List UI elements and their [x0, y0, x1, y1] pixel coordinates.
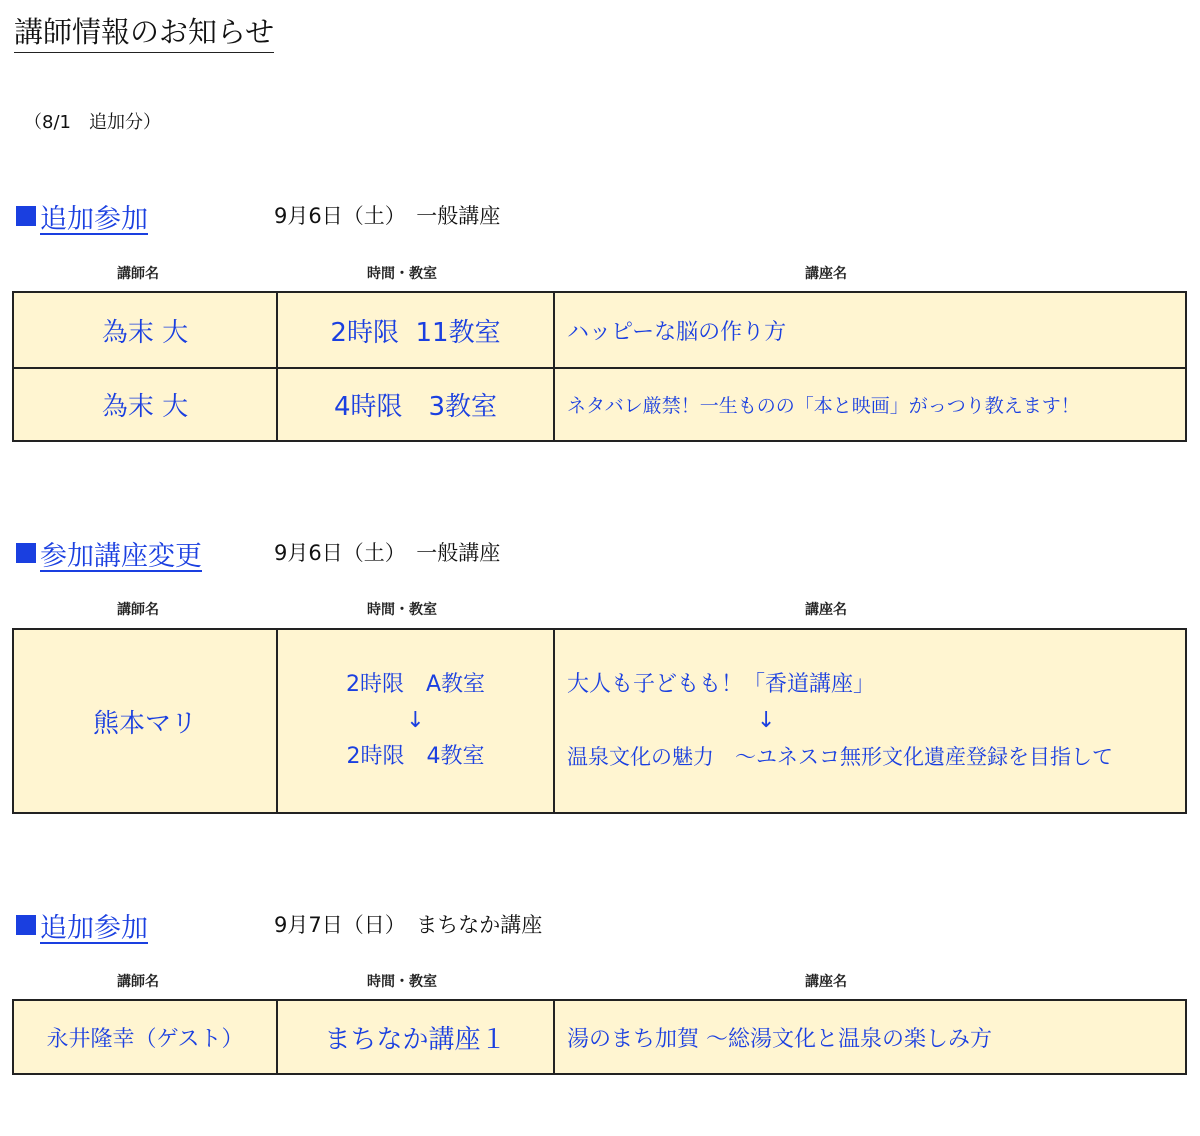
section-heading-link[interactable]: 参加講座変更 — [40, 540, 202, 572]
column-header-time-room: 時間・教室 — [367, 974, 437, 990]
info-table — [12, 291, 1187, 442]
course-cell: 湯のまち加賀 ～総湯文化と温泉の楽しみ方 — [554, 1000, 1186, 1074]
blue-square-icon — [16, 915, 36, 935]
time-room-cell: 2時限 11教室 — [277, 292, 554, 368]
page-title: 講師情報のお知らせ — [14, 12, 274, 53]
course-after: 温泉文化の魅力 ～ユネスコ無形文化遺産登録を目指して — [567, 745, 1113, 769]
time-room-cell — [277, 629, 554, 813]
update-note: （8/1 追加分） — [24, 112, 161, 133]
column-header-course: 講座名 — [805, 602, 847, 618]
teacher-cell: 熊本マリ — [13, 629, 277, 813]
time-room-after: 2時限 4教室 — [346, 744, 485, 769]
blue-square-icon — [16, 543, 36, 563]
section-header — [16, 198, 716, 234]
table-row — [13, 292, 1186, 368]
column-header-teacher: 講師名 — [117, 266, 159, 282]
teacher-cell: 為末 大 — [13, 368, 277, 441]
section-heading-link[interactable]: 追加参加 — [40, 912, 148, 944]
table-row — [13, 1000, 1186, 1074]
section-date-label: 9月6日（土） 一般講座 — [274, 541, 501, 565]
column-header-time-room: 時間・教室 — [367, 602, 437, 618]
down-arrow-icon: ↓ — [406, 708, 425, 733]
table-row — [13, 368, 1186, 441]
info-table — [12, 628, 1187, 814]
down-arrow-icon: ↓ — [757, 708, 776, 733]
section-date-label: 9月6日（土） 一般講座 — [274, 204, 501, 228]
blue-square-icon — [16, 206, 36, 226]
section-header — [16, 535, 716, 571]
time-room-cell: 4時限 3教室 — [277, 368, 554, 441]
teacher-cell: 為末 大 — [13, 292, 277, 368]
course-cell: ネタバレ厳禁！一生ものの「本と映画」がっつり教えます！ — [554, 368, 1186, 441]
column-header-course: 講座名 — [805, 974, 847, 990]
column-header-teacher: 講師名 — [117, 974, 159, 990]
course-before: 大人も子どもも！「香道講座」 — [567, 672, 876, 697]
course-cell: ハッピーな脳の作り方 — [554, 292, 1186, 368]
column-header-teacher: 講師名 — [117, 602, 159, 618]
section-date-label: 9月7日（日） まちなか講座 — [274, 913, 543, 937]
section-heading-link[interactable]: 追加参加 — [40, 203, 148, 235]
section-header — [16, 907, 716, 943]
table-row — [13, 629, 1186, 813]
time-room-cell: まちなか講座１ — [277, 1000, 554, 1074]
info-table — [12, 999, 1187, 1075]
course-cell — [554, 629, 1186, 813]
teacher-cell: 永井隆幸（ゲスト） — [13, 1000, 277, 1074]
time-room-before: 2時限 A教室 — [345, 672, 486, 697]
column-header-time-room: 時間・教室 — [367, 266, 437, 282]
column-header-course: 講座名 — [805, 266, 847, 282]
